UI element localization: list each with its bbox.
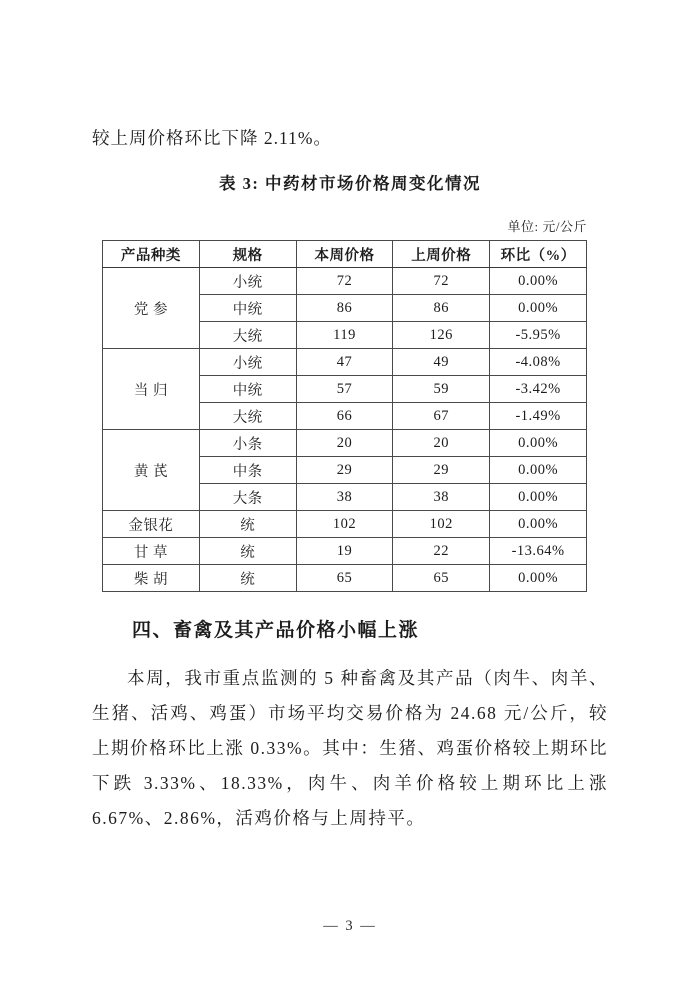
product-name-cell: 党 参 <box>103 268 200 349</box>
last-week-price-cell: 59 <box>393 376 490 403</box>
last-week-price-cell: 102 <box>393 511 490 538</box>
product-name-cell: 金银花 <box>103 511 200 538</box>
spec-cell: 统 <box>199 511 296 538</box>
week-on-week-cell: -4.08% <box>490 349 587 376</box>
intro-paragraph-tail: 较上周价格环比下降 2.11%。 <box>92 128 332 148</box>
header-week-on-week: 环比（%） <box>490 241 587 268</box>
last-week-price-cell: 29 <box>393 457 490 484</box>
this-week-price-cell: 119 <box>296 322 393 349</box>
this-week-price-cell: 19 <box>296 538 393 565</box>
table-row <box>103 430 587 457</box>
week-on-week-cell: -1.49% <box>490 403 587 430</box>
price-table-body <box>103 268 587 592</box>
spec-cell: 小统 <box>199 349 296 376</box>
product-name-cell: 甘 草 <box>103 538 200 565</box>
table-row <box>103 565 587 592</box>
price-table <box>102 240 587 592</box>
spec-cell: 大条 <box>199 484 296 511</box>
this-week-price-cell: 29 <box>296 457 393 484</box>
product-name-cell: 当 归 <box>103 349 200 430</box>
spec-cell: 小条 <box>199 430 296 457</box>
last-week-price-cell: 72 <box>393 268 490 295</box>
last-week-price-cell: 67 <box>393 403 490 430</box>
week-on-week-cell: -3.42% <box>490 376 587 403</box>
table-row <box>103 349 587 376</box>
week-on-week-cell: -13.64% <box>490 538 587 565</box>
spec-cell: 小统 <box>199 268 296 295</box>
spec-cell: 中统 <box>199 295 296 322</box>
unit-note: 单位: 元/公斤 <box>507 219 587 234</box>
header-row <box>103 241 587 268</box>
last-week-price-cell: 65 <box>393 565 490 592</box>
header-spec: 规格 <box>199 241 296 268</box>
table-title: 表 3: 中药材市场价格周变化情况 <box>219 174 481 193</box>
product-name-cell: 黄 芪 <box>103 430 200 511</box>
table-row <box>103 538 587 565</box>
last-week-price-cell: 20 <box>393 430 490 457</box>
this-week-price-cell: 47 <box>296 349 393 376</box>
spec-cell: 大统 <box>199 322 296 349</box>
table-row <box>103 511 587 538</box>
last-week-price-cell: 22 <box>393 538 490 565</box>
last-week-price-cell: 38 <box>393 484 490 511</box>
spec-cell: 中条 <box>199 457 296 484</box>
spec-cell: 大统 <box>199 403 296 430</box>
week-on-week-cell: 0.00% <box>490 565 587 592</box>
this-week-price-cell: 86 <box>296 295 393 322</box>
this-week-price-cell: 72 <box>296 268 393 295</box>
last-week-price-cell: 49 <box>393 349 490 376</box>
header-last-week-price: 上周价格 <box>393 241 490 268</box>
this-week-price-cell: 102 <box>296 511 393 538</box>
section-heading: 四、畜禽及其产品价格小幅上涨 <box>132 620 420 641</box>
price-table-header <box>103 241 587 268</box>
week-on-week-cell: 0.00% <box>490 457 587 484</box>
header-product-type: 产品种类 <box>103 241 200 268</box>
week-on-week-cell: 0.00% <box>490 484 587 511</box>
last-week-price-cell: 126 <box>393 322 490 349</box>
page-number: — 3 — <box>323 918 377 934</box>
spec-cell: 中统 <box>199 376 296 403</box>
spec-cell: 统 <box>199 565 296 592</box>
last-week-price-cell: 86 <box>393 295 490 322</box>
week-on-week-cell: 0.00% <box>490 295 587 322</box>
spec-cell: 统 <box>199 538 296 565</box>
body-paragraph: 本周，我市重点监测的 5 种畜禽及其产品（肉牛、肉羊、生猪、活鸡、鸡蛋）市场平均交易价格为 24.68 元/公斤，较上期价格环比上涨 0.33%。其中：生猪、鸡蛋价格较上期环比下跌 3.33%、18.33%，肉牛、肉羊价格较上期环比上涨 6.67%、2.86%，活鸡价格与上周持平。 <box>92 668 608 828</box>
this-week-price-cell: 66 <box>296 403 393 430</box>
product-name-cell: 柴 胡 <box>103 565 200 592</box>
week-on-week-cell: 0.00% <box>490 268 587 295</box>
this-week-price-cell: 20 <box>296 430 393 457</box>
header-this-week-price: 本周价格 <box>296 241 393 268</box>
week-on-week-cell: 0.00% <box>490 511 587 538</box>
this-week-price-cell: 38 <box>296 484 393 511</box>
table-row <box>103 268 587 295</box>
week-on-week-cell: -5.95% <box>490 322 587 349</box>
this-week-price-cell: 65 <box>296 565 393 592</box>
week-on-week-cell: 0.00% <box>490 430 587 457</box>
this-week-price-cell: 57 <box>296 376 393 403</box>
